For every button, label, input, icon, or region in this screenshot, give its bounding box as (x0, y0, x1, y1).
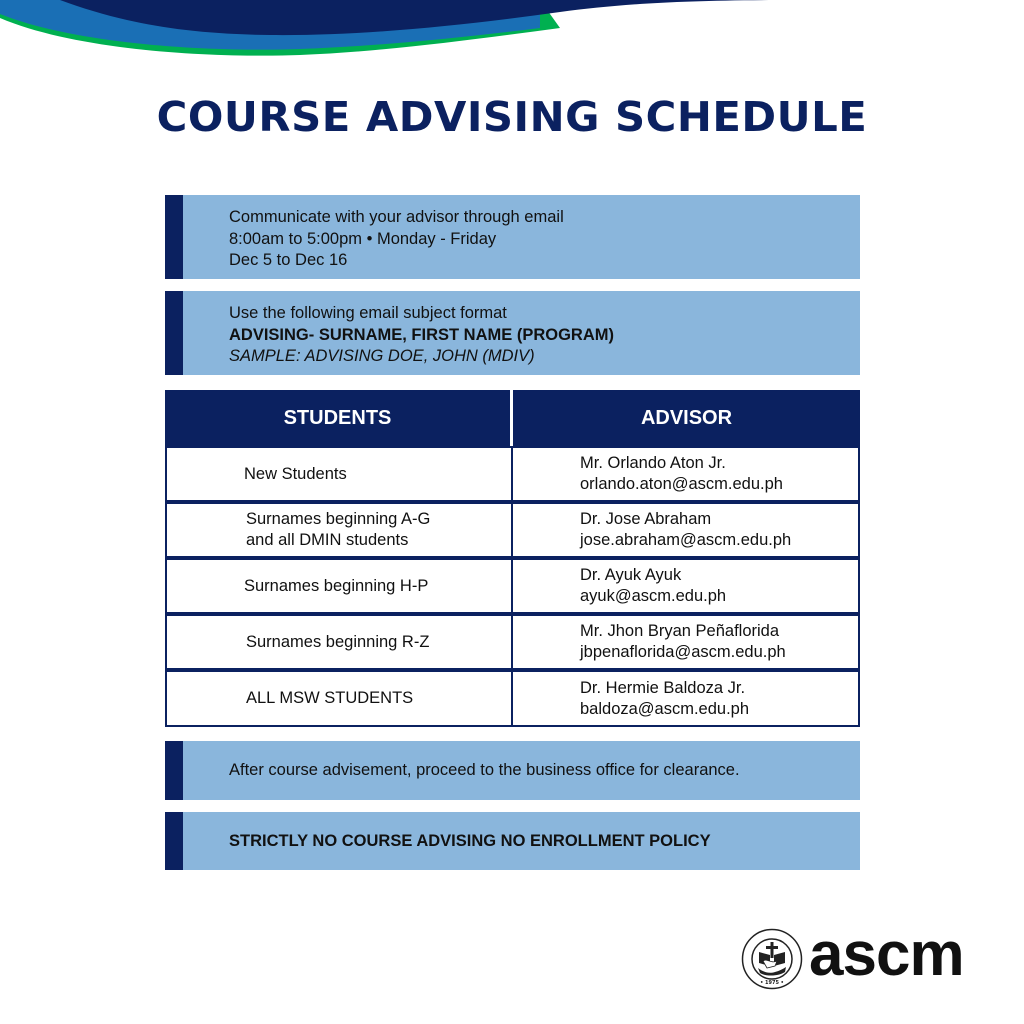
column-header-advisor: ADVISOR (513, 390, 860, 447)
advisor-name: Dr. Hermie Baldoza Jr. (580, 678, 746, 697)
info-box-communication (165, 195, 860, 279)
advising-table (165, 390, 860, 727)
info-box-clearance (165, 741, 860, 800)
students-text: New Students (244, 464, 347, 483)
accent-bar (165, 741, 183, 800)
students-cell (165, 614, 514, 670)
students-text: and all DMIN students (246, 531, 409, 549)
header-wave-decoration (0, 0, 1024, 60)
advisor-email[interactable]: orlando.aton@ascm.edu.ph (580, 475, 783, 493)
accent-bar (165, 195, 183, 279)
info-line: Use the following email subject format (229, 304, 507, 322)
students-text: ALL MSW STUDENTS (246, 689, 414, 707)
subject-sample: SAMPLE: ADVISING DOE, JOHN (MDIV) (229, 347, 535, 365)
advisor-name: Dr. Ayuk Ayuk (580, 566, 682, 584)
advisor-email[interactable]: baldoza@ascm.edu.ph (580, 699, 750, 718)
info-box-subject-format (165, 291, 860, 375)
subject-format: ADVISING- SURNAME, FIRST NAME (PROGRAM) (229, 325, 614, 344)
policy-note: STRICTLY NO COURSE ADVISING NO ENROLLMENT POLICY (229, 832, 711, 850)
advisor-cell (511, 614, 860, 670)
table-row (165, 502, 860, 558)
ascm-wordmark: ascm (809, 920, 964, 989)
advisor-cell (511, 446, 860, 502)
students-text: Surnames beginning A-G (246, 510, 431, 528)
clearance-note: After course advisement, proceed to the business office for clearance. (229, 761, 740, 779)
students-cell (165, 446, 514, 502)
advisor-cell (511, 558, 860, 614)
accent-bar (165, 291, 183, 375)
ascm-logo (741, 920, 991, 994)
info-line: Communicate with your advisor through email (229, 208, 564, 226)
column-header-students: STUDENTS (165, 390, 510, 447)
students-cell (165, 502, 514, 558)
students-cell (165, 670, 514, 727)
info-line-dates: Dec 5 to Dec 16 (229, 251, 348, 269)
advisor-name: Mr. Orlando Aton Jr. (580, 454, 726, 472)
students-text: Surnames beginning R-Z (246, 632, 430, 651)
table-row (165, 446, 860, 502)
students-text: Surnames beginning H-P (244, 576, 429, 595)
table-row (165, 558, 860, 614)
info-line-hours: 8:00am to 5:00pm • Monday - Friday (229, 229, 497, 248)
accent-bar (165, 812, 183, 870)
svg-text:• 1975 •: • 1975 • (760, 980, 784, 986)
advisor-email[interactable]: jose.abraham@ascm.edu.ph (580, 531, 792, 549)
table-row (165, 614, 860, 670)
advisor-name: Dr. Jose Abraham (580, 510, 712, 528)
info-box-policy (165, 812, 860, 870)
table-row (165, 670, 860, 727)
advisor-cell (511, 670, 860, 727)
seminary-seal-icon (741, 928, 803, 990)
advisor-email[interactable]: ayuk@ascm.edu.ph (580, 587, 727, 605)
advisor-email[interactable]: jbpenaflorida@ascm.edu.ph (580, 643, 786, 661)
page-title: COURSE ADVISING SCHEDULE (156, 93, 868, 141)
students-cell (165, 558, 514, 614)
advisor-cell (511, 502, 860, 558)
advisor-name: Mr. Jhon Bryan Peñaflorida (580, 622, 780, 640)
